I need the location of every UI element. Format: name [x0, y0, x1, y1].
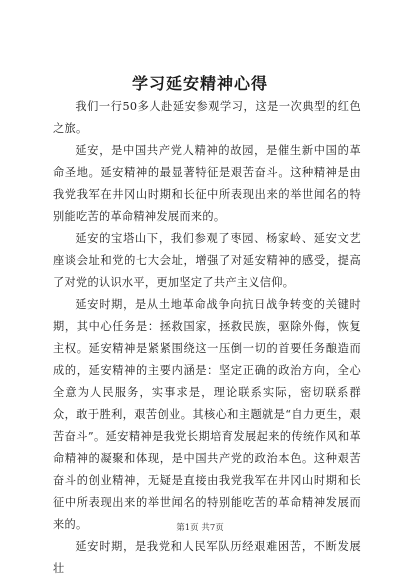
paragraph-1: 我们一行50多人赴延安参观学习，这是一次典型的红色之旅。	[53, 100, 361, 135]
paragraph-2: 延安，是中国共产党人精神的故园，是催生新中国的革命圣地。延安精神的最显著特征是艰苦奋斗。这种精神是由我党我军在井冈山时期和长征中所表现出来的举世闻名的特别能吃苦的革命精神发展而来的。	[53, 144, 361, 223]
document-title: 学习延安精神心得	[131, 74, 268, 93]
page-footer: 第1页 共7页	[176, 523, 224, 533]
paragraph-5: 延安时期，是我党和人民军队历经艰难困苦，不断发展壮	[53, 540, 361, 575]
document-body	[53, 96, 361, 580]
paragraph-4: 延安时期，是从土地革命战争向抗日战争转变的关键时期，其中心任务是：拯救国家，拯救民族，驱除外侮，恢复主权。延安精神是紧紧围绕这一压倒一切的首要任务酿造而成的，延安精神的主要内涵是：坚定正确的政治方向，全心全意为人民服务，实事求是，理论联系实际，密切联系群众，敢于胜利，艰苦创业。其核心和主题就是“自力更生，艰苦奋斗”。延安精神是我党长期培育发展起来的传统作风和革命精神的凝聚和体现，是中国共产党的政治本色。这种艰苦奋斗的创业精神，无疑是直接由我党我军在井冈山时期和长征中所表现出来的举世闻名的特别能吃苦的革命精神发展而来的。	[53, 298, 361, 531]
paragraph-3: 延安的宝塔山下，我们参观了枣园、杨家岭、延安文艺座谈会址和党的七大会址，增强了对延安精神的感受，提高了对党的认识水平，更加坚定了共产主义信仰。	[53, 232, 361, 289]
